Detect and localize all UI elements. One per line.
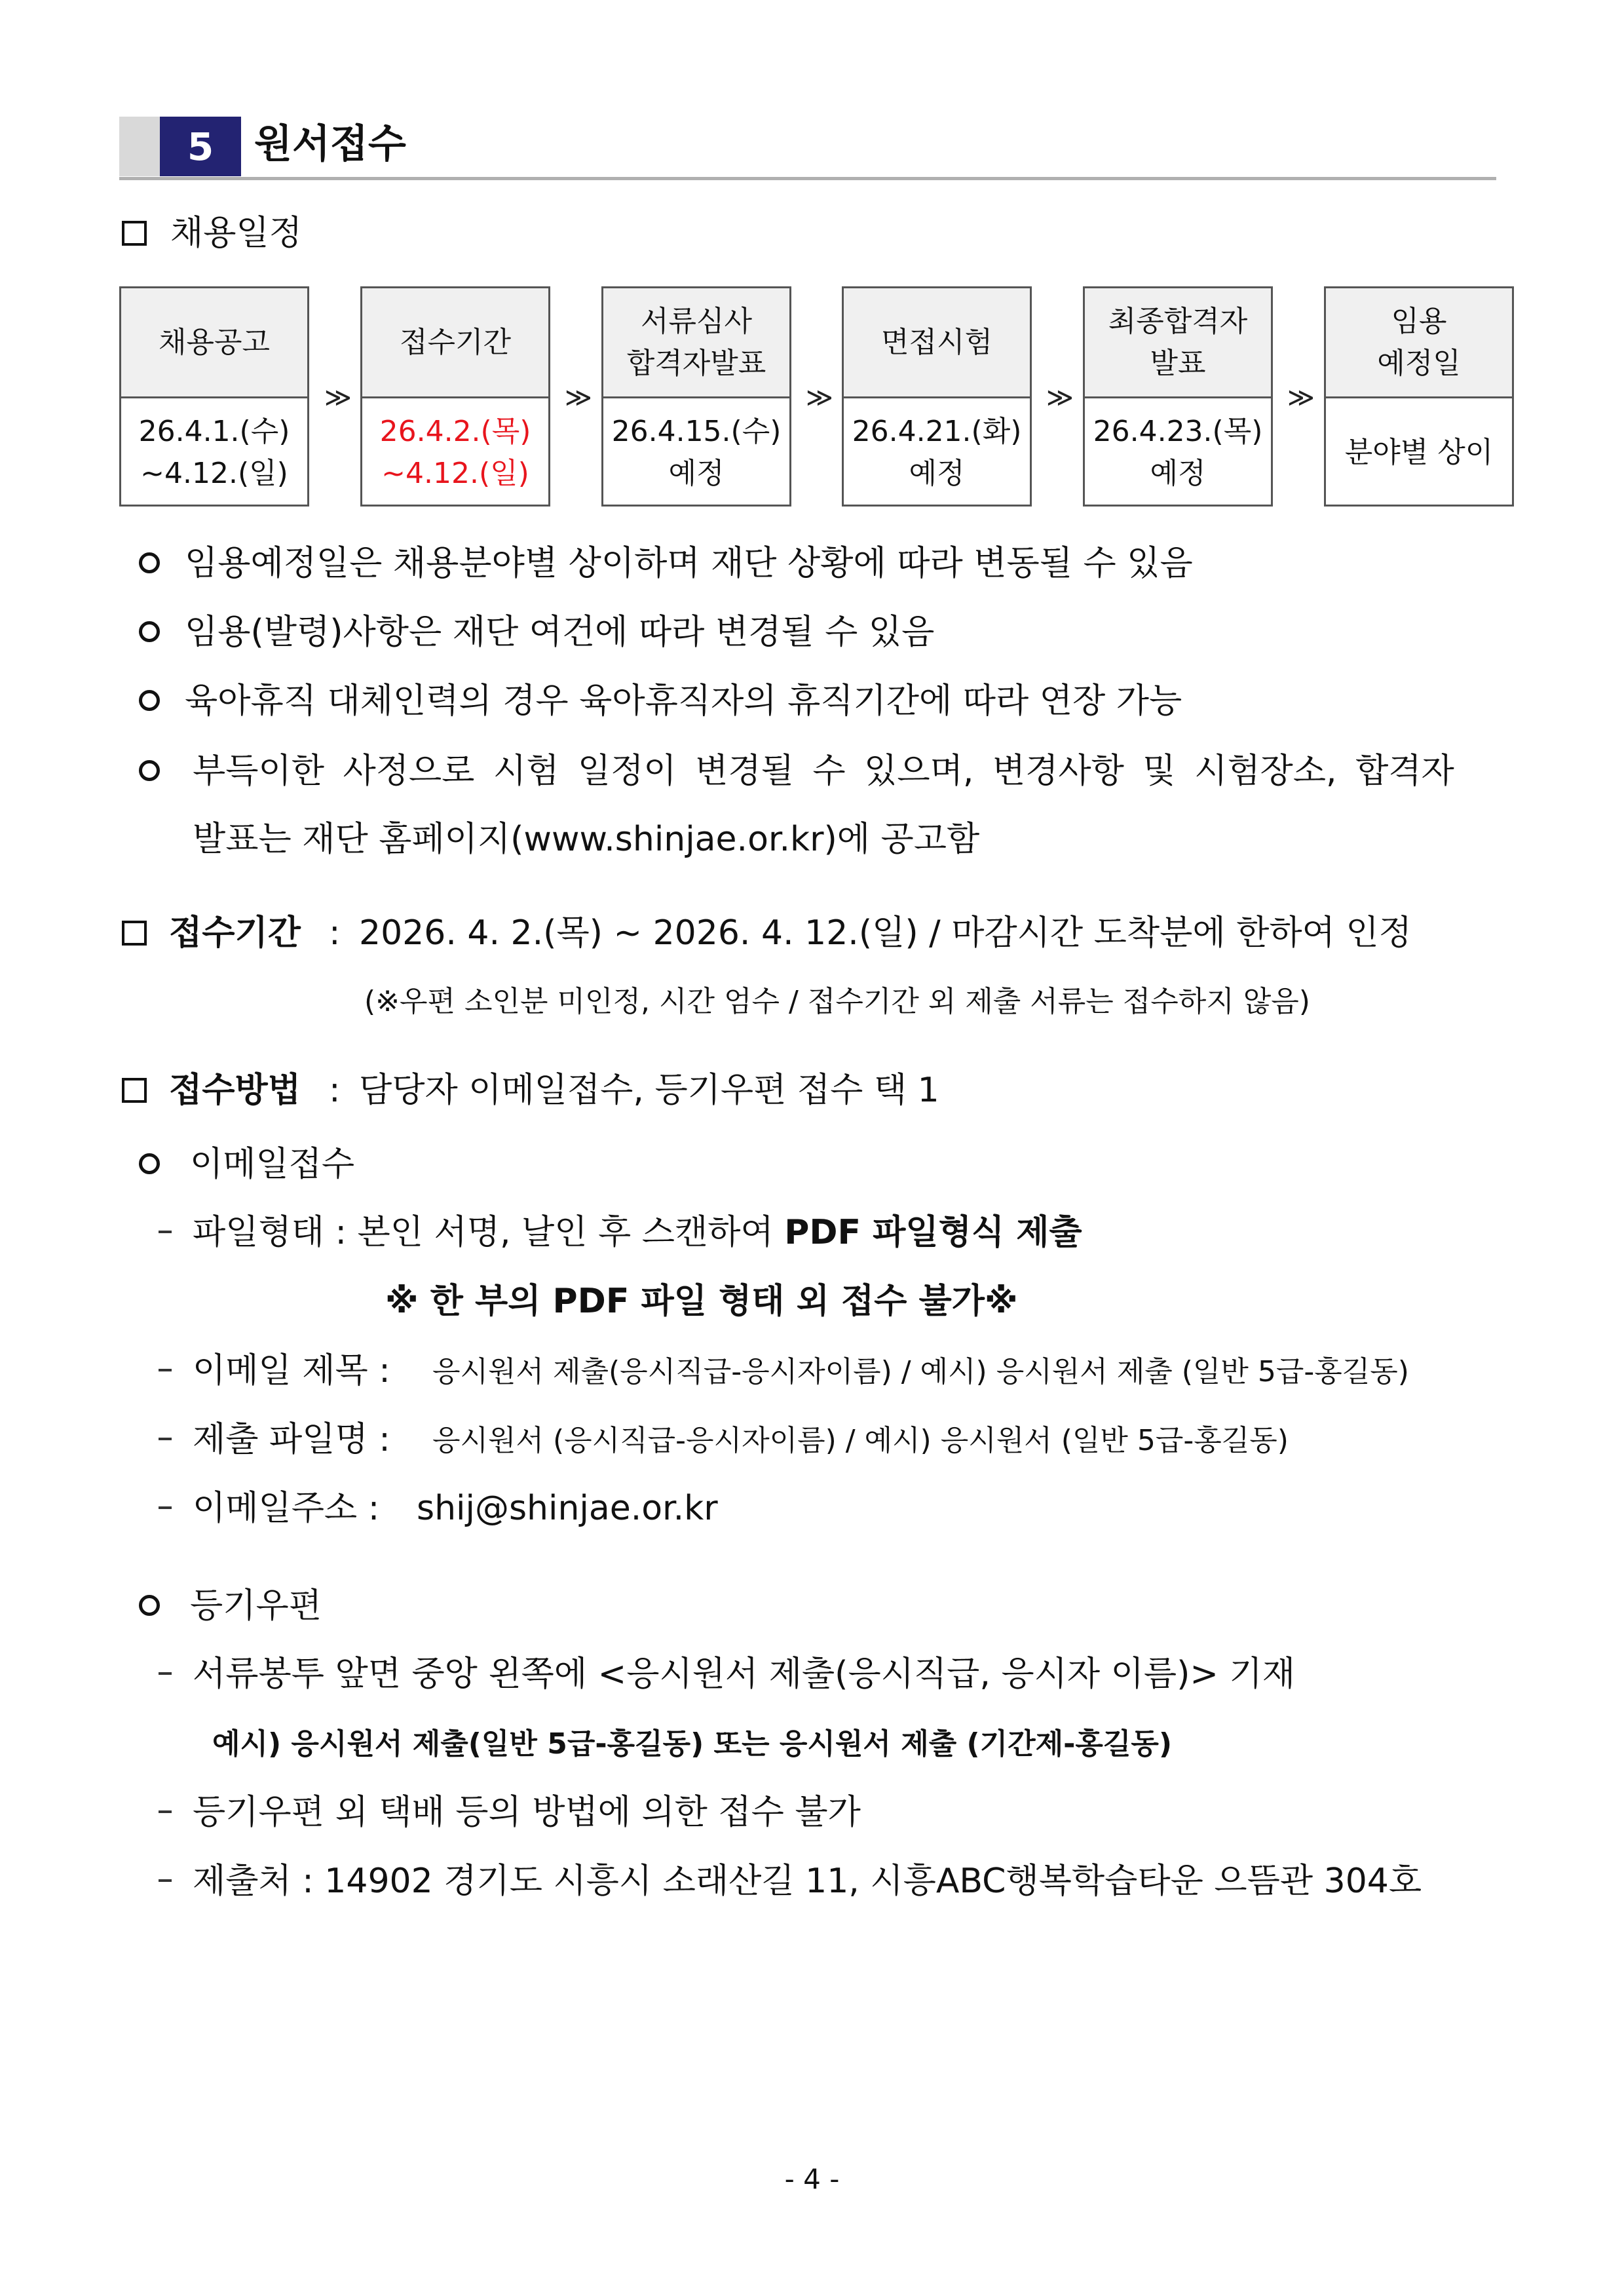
email-filename-label: 제출 파일명 : [193,1420,390,1459]
bullet-circle-icon [139,1153,160,1174]
post-example: 예시) 응시원서 제출(일반 5급-홍길동) 또는 응시원서 제출 (기간제-홍길동) [212,1727,1173,1761]
timeline-step [1083,286,1273,507]
email-subject-label: 이메일 제목 : [193,1351,390,1390]
timeline-step-title-line: 발표 [1150,346,1206,380]
period-note: (※우편 소인분 미인정, 시간 엄수 / 접수기간 외 제출 서류는 접수하지 않음) [364,985,1310,1018]
timeline-step-title-lines [1108,301,1248,385]
timeline-step-title-lines [159,322,270,364]
timeline-step-date-lines [1093,411,1263,495]
schedule-note: 부득이한 사정으로 시험 일정이 변경될 수 있으며, 변경사항 및 시험장소, 합격자 [193,752,1454,791]
timeline-step-date [603,398,789,507]
section-divider [119,177,1496,180]
timeline-step-title-line: 면접시험 [880,325,992,359]
schedule-note: 임용예정일은 채용분야별 상이하며 재단 상황에 따라 변동될 수 있음 [185,544,1193,583]
email-file-format-emphasis: PDF 파일형식 제출 [784,1213,1082,1252]
timeline-step-date-line: 예정 [1150,456,1206,490]
timeline-step-date-lines [139,411,290,495]
method-text: 담당자 이메일접수, 등기우편 접수 택 1 [359,1071,939,1110]
post-destination: 제출처 : 14902 경기도 시흥시 소래산길 11, 시흥ABC행복학습타운 으뜸관 304호 [193,1862,1422,1901]
email-address-label: 이메일주소 : [193,1489,380,1528]
bullet-circle-icon [139,1595,160,1616]
chevron-double-right-icon: ≫ [1046,383,1074,413]
schedule-heading: 채용일정 [170,214,302,253]
timeline-step-date-line: ~4.12.(일) [140,456,288,490]
chevron-double-right-icon: ≫ [806,383,833,413]
timeline-step-title-lines [400,322,511,364]
method-colon: : [329,1071,341,1110]
timeline-step-date-lines [1345,432,1494,474]
post-title: 등기우편 [190,1586,322,1626]
timeline-step-date [844,398,1030,507]
timeline-step-title-line: 채용공고 [158,325,270,359]
timeline-step-title-line: 최종합격자 [1108,304,1248,338]
section-number: 5 [187,124,214,169]
timeline-step-title-line: 임용 [1391,304,1447,338]
timeline-step-title [362,288,548,398]
timeline-step-date-line: 26.4.1.(수) [138,414,290,448]
timeline-step [601,286,791,507]
timeline-step-date-lines [612,411,782,495]
dash-bullet [159,1506,172,1509]
timeline-step-title [603,288,789,398]
checkbox-square-icon [122,1078,147,1103]
email-file-format [193,1215,1082,1250]
schedule-note: 발표는 재단 홈페이지(www.shinjae.or.kr)에 공고함 [193,820,980,859]
email-title: 이메일접수 [190,1145,355,1184]
period-text: 2026. 4. 2.(목) ~ 2026. 4. 12.(일) / 마감시간 도착분에 한하여 인정 [359,913,1412,953]
timeline-step-date-line: 분야별 상이 [1344,435,1494,469]
checkbox-square-icon [122,921,147,946]
dash-bullet [159,1672,172,1675]
email-file-format-text: 파일형태 : 본인 서명, 날인 후 스캔하여 [193,1213,785,1252]
email-subject-text: 응시원서 제출(응시직급-응시자이름) / 예시) 응시원서 제출 (일반 5급-홍길동) [432,1355,1409,1388]
timeline-step-date [1085,398,1271,507]
timeline-step [842,286,1032,507]
chevron-double-right-icon: ≫ [324,383,352,413]
chevron-double-right-icon: ≫ [565,383,592,413]
email-address: shij@shinjae.or.kr [417,1489,718,1528]
period-label: 접수기간 [169,913,301,953]
timeline-step [119,286,309,507]
section-header-accent [119,117,160,176]
timeline-step-title-line: 예정일 [1377,346,1461,380]
timeline-step-title [1326,288,1512,398]
timeline-step-date-line: 26.4.2.(목) [379,414,531,448]
page-number: - 4 - [784,2163,840,2195]
timeline-step-date-lines [852,411,1022,495]
timeline-step [1324,286,1514,507]
dash-bullet [159,1231,172,1233]
email-warning: ※ 한 부의 PDF 파일 형태 외 접수 불가※ [385,1282,1018,1321]
post-envelope: 서류봉투 앞면 중앙 왼쪽에 <응시원서 제출(응시직급, 응시자 이름)> 기재 [193,1655,1295,1694]
timeline-step-title-line: 서류심사 [640,304,752,338]
timeline-step-title [121,288,307,398]
timeline-step-title-lines [1377,301,1461,385]
dash-bullet [159,1438,172,1440]
dash-bullet [159,1369,172,1371]
timeline-step-title-lines [881,322,992,364]
timeline-step-title-line: 합격자발표 [626,346,766,380]
bullet-circle-icon [139,552,160,573]
timeline-step-date [121,398,307,507]
timeline-step-title-lines [627,301,766,385]
timeline-step-title [844,288,1030,398]
bullet-circle-icon [139,621,160,642]
schedule-note: 육아휴직 대체인력의 경우 육아휴직자의 휴직기간에 따라 연장 가능 [185,681,1182,721]
dash-bullet [159,1879,172,1882]
timeline-step-date-line: ~4.12.(일) [381,456,529,490]
dash-bullet [159,1810,172,1813]
timeline-step-date-lines [380,411,531,495]
email-filename-text: 응시원서 (응시직급-응시자이름) / 예시) 응시원서 (일반 5급-홍길동) [432,1424,1289,1457]
checkbox-square-icon [122,221,147,246]
timeline-step-date-line: 26.4.21.(화) [852,414,1022,448]
timeline-step-date-line: 26.4.15.(수) [611,414,782,448]
schedule-note: 임용(발령)사항은 재단 여건에 따라 변경될 수 있음 [185,613,935,652]
section-title: 원서접수 [254,121,406,167]
bullet-circle-icon [139,760,160,781]
timeline-step-date-line: 예정 [668,456,725,490]
post-no-courier: 등기우편 외 택배 등의 방법에 의한 접수 불가 [193,1793,861,1832]
period-colon: : [329,913,341,953]
timeline-step-date-line: 26.4.23.(목) [1093,414,1263,448]
timeline-step-date-line: 예정 [909,456,965,490]
chevron-double-right-icon: ≫ [1287,383,1315,413]
method-label: 접수방법 [169,1071,301,1110]
timeline-step-title-line: 접수기간 [399,325,511,359]
timeline-step-title [1085,288,1271,398]
timeline-step-date [1326,398,1512,507]
bullet-circle-icon [139,690,160,711]
timeline-step-date [362,398,548,507]
timeline-step [360,286,550,507]
